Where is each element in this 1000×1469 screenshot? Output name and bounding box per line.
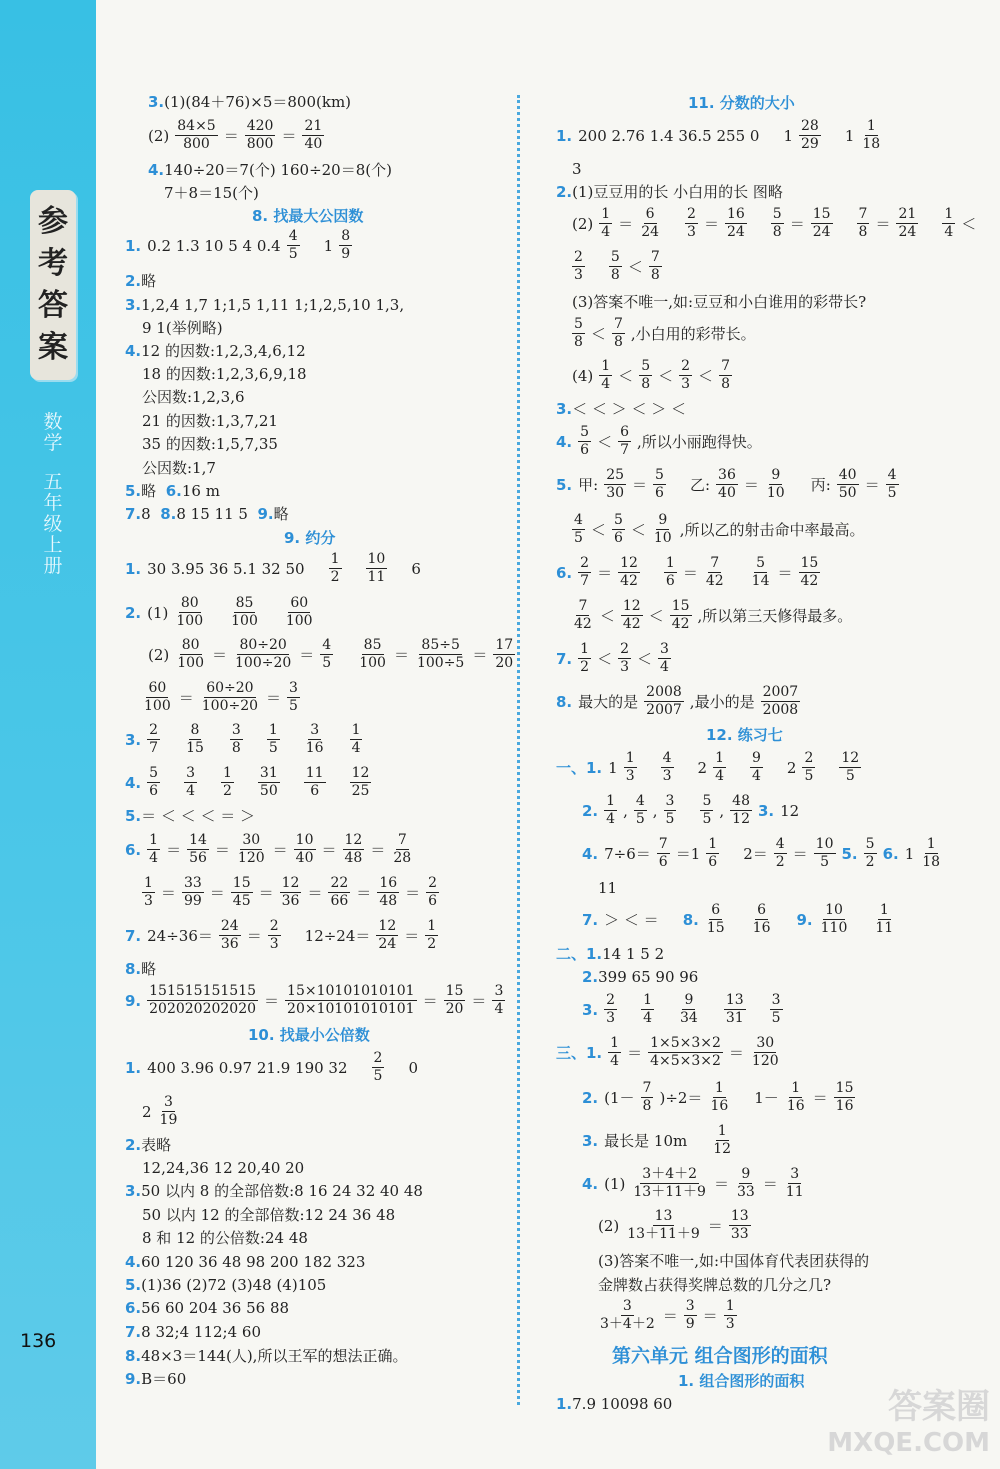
answer-line: 2. 1 4 , 4 5 , 3 5 5 5 , 48 12 3. 12 — [582, 793, 800, 827]
answer-line: 1. 30 3.95 36 5.1 32 50 1 2 10 11 6 — [125, 551, 421, 585]
section-heading: 11. 分数的大小 — [688, 94, 795, 112]
answer-line: 3.50 以内 8 的全部倍数:8 16 24 32 40 48 — [125, 1182, 423, 1200]
answer-line: 3 — [572, 160, 582, 178]
section-heading: 9. 约分 — [284, 529, 336, 547]
answer-line: 5. 甲: 25 30 ＝ 5 6 乙: 36 40 ＝ 9 10 丙: 40 50 ＝ 4 5 — [556, 467, 897, 501]
answer-line: 12,24,36 12 20,40 20 — [142, 1159, 305, 1177]
answer-line: (2) 1 4 ＝ 6 24 2 3 ＝ 16 24 5 8 ＝ 15 24 7 8 ＝ 21 24 1 4 ＜ — [572, 206, 977, 240]
watermark-logo: 答案圈 — [888, 1387, 990, 1427]
answer-line: 4.140÷20＝7(个) 160÷20＝8(个) — [148, 161, 392, 179]
answer-line: 3.＜ ＜ ＞ ＜ ＞ ＜ — [556, 400, 686, 418]
answer-line: 9 1(举例略) — [142, 319, 223, 337]
answer-line: 8.略 — [125, 960, 157, 978]
answer-line: 4.60 120 36 48 98 200 182 323 — [125, 1253, 366, 1271]
watermark-url: MXQE.COM — [827, 1428, 990, 1458]
answer-line: 7.8 8.8 15 11 5 9.略 — [125, 505, 289, 523]
answer-line: 1. 200 2.76 1.4 36.5 255 0 1 28 29 1 1 18 — [556, 118, 881, 152]
grade-label: 五年级上册 — [43, 471, 63, 577]
answer-line: (2) 84×5 800 ＝ 420 800 ＝ 21 40 — [148, 118, 323, 152]
watermark — [827, 1389, 990, 1461]
answer-line: 11 — [598, 879, 618, 897]
answer-line: 公因数:1,7 — [142, 459, 216, 477]
answer-line: 4.12 的因数:1,2,3,4,6,12 — [125, 342, 306, 360]
answer-line: 5 8 ＜ 7 8 ,小白用的彩带长。 — [574, 316, 756, 350]
answer-line: 60 100 ＝ 60÷20 100÷20 ＝ 3 5 — [144, 680, 298, 714]
answer-line: 3. 2 7 8 15 3 8 1 5 3 16 1 4 — [125, 722, 361, 756]
answer-line: 2 3 19 — [142, 1094, 178, 1128]
answer-line: 7. 24÷36＝ 24 36 ＝ 2 3 12÷24＝ 12 24 ＝ 1 2 — [125, 918, 437, 952]
answer-line: 金牌数占获得奖牌总数的几分之几? — [598, 1276, 832, 1294]
answer-line: 7. 1 2 ＜ 2 3 ＜ 3 4 — [556, 641, 669, 675]
answer-line: 7＋8＝15(个) — [164, 184, 259, 202]
tab-char: 参 — [38, 204, 68, 239]
page-number: 136 — [20, 1330, 57, 1352]
answer-line: 6. 1 4 ＝ 14 56 ＝ 30 120 ＝ 10 40 ＝ 12 48 ＝ 7 28 — [125, 832, 412, 866]
answer-line: 3 3＋4＋2 ＝ 3 9 ＝ 1 3 — [600, 1298, 735, 1332]
answer-line: 1. 0.2 1.3 10 5 4 0.4 4 5 1 8 9 — [125, 228, 351, 262]
answer-line: 2.(1)豆豆用的长 小白用的长 图略 — [556, 183, 783, 201]
column-divider — [517, 95, 520, 1405]
subject-label: 数学 — [43, 411, 63, 454]
answer-line: 1 3 ＝ 33 99 ＝ 15 45 ＝ 12 36 ＝ 22 66 ＝ 16 48 ＝ 2 6 — [144, 875, 438, 909]
answer-line: 35 的因数:1,5,7,35 — [142, 435, 278, 453]
section-heading: 8. 找最大公因数 — [252, 207, 364, 225]
answer-line: 3. 2 3 1 4 9 34 13 31 3 5 — [582, 992, 781, 1026]
answer-line: 2. (1) 80 100 85 100 60 100 — [125, 595, 313, 629]
answer-line: (3)答案不唯一,如:中国体育代表团获得的 — [598, 1252, 870, 1270]
answer-line: 3.(1)(84＋76)×5＝800(km) — [148, 93, 352, 111]
answer-line: 二、1.14 1 5 2 — [556, 945, 665, 963]
answer-line: 9.B＝60 — [125, 1370, 187, 1388]
answer-line: 4. 5 6 ＜ 6 7 ,所以小丽跑得快。 — [556, 424, 762, 458]
answer-key-tab — [30, 190, 76, 380]
answer-line: 3.1,2,4 1,7 1;1,5 1,11 1;1,2,5,10 1,3, — [125, 296, 405, 314]
answer-line: 6.56 60 204 36 56 88 — [125, 1299, 290, 1317]
answer-line: 5.(1)36 (2)72 (3)48 (4)105 — [125, 1276, 327, 1294]
answer-line: 3. 最长是 10m 1 12 — [582, 1123, 732, 1157]
answer-line: 5.略 6.16 m — [125, 482, 220, 500]
answer-line: 一、1. 1 1 3 4 3 2 1 4 9 4 2 2 5 12 5 — [556, 750, 860, 784]
answer-line: 4 5 ＜ 5 6 ＜ 9 10 ,所以乙的射击命中率最高。 — [574, 512, 865, 546]
tab-char: 答 — [38, 288, 68, 323]
answer-line: 1.7.9 10098 60 — [556, 1395, 673, 1413]
answer-line: 公因数:1,2,3,6 — [142, 388, 245, 406]
answer-line: 三、1. 1 4 ＝ 1×5×3×2 4×5×3×2 ＝ 30 120 — [556, 1035, 779, 1069]
answer-line: (3)答案不唯一,如:豆豆和小白谁用的彩带长? — [572, 293, 867, 311]
answer-line: 4. 5 6 3 4 1 2 31 50 11 6 12 25 — [125, 765, 370, 799]
answer-line: 7.8 32;4 112;4 60 — [125, 1323, 261, 1341]
tab-char: 考 — [38, 246, 68, 281]
unit-title: 第六单元 组合图形的面积 — [612, 1345, 828, 1367]
answer-line: 7. ＞ ＜ ＝ 8. 6 15 6 16 9. 10 110 1 11 — [582, 902, 894, 936]
answer-line: 2.399 65 90 96 — [582, 968, 699, 986]
answer-line: 4. (1) 3＋4＋2 13＋11＋9 ＝ 9 33 ＝ 3 11 — [582, 1166, 804, 1200]
answer-line: (4) 1 4 ＜ 5 8 ＜ 2 3 ＜ 7 8 — [572, 358, 730, 392]
answer-line: 1. 400 3.96 0.97 21.9 190 32 2 5 0 — [125, 1050, 418, 1084]
answer-line: 2.略 — [125, 272, 157, 290]
sidebar — [0, 0, 96, 1469]
answer-line: 4. 7÷6＝ 7 6 ＝1 1 6 2＝ 4 2 ＝ 10 5 5. 5 2 6. 1 1 18 — [582, 836, 941, 870]
answer-line: 5.＝ ＜ ＜ ＜ ＝ ＞ — [125, 807, 255, 825]
answer-line: 2. (1－ 7 8 )÷2＝ 1 16 1－ 1 16 ＝ 15 16 — [582, 1080, 854, 1114]
section-heading: 1. 组合图形的面积 — [678, 1372, 805, 1390]
answer-line: 50 以内 12 的全部倍数:12 24 36 48 — [142, 1206, 396, 1224]
answer-line: (2) 80 100 ＝ 80÷20 100÷20 ＝ 4 5 85 100 ＝ 85÷5 100÷5 ＝ 17 20 — [148, 637, 514, 671]
answer-line: 2.表略 — [125, 1136, 172, 1154]
answer-line: 21 的因数:1,3,7,21 — [142, 412, 278, 430]
answer-line: 2 3 5 8 ＜ 7 8 — [574, 249, 660, 283]
answer-line: 6. 2 7 ＝ 12 42 1 6 ＝ 7 42 5 14 ＝ 15 42 — [556, 555, 819, 589]
answer-line: 7 42 ＜ 12 42 ＜ 15 42 ,所以第三天修得最多。 — [574, 598, 853, 632]
answer-line: 8 和 12 的公倍数:24 48 — [142, 1229, 308, 1247]
answer-line: 8.48×3＝144(人),所以王军的想法正确。 — [125, 1347, 408, 1365]
answer-line: 9. 151515151515 202020202020 ＝ 15×10101010101 20×10101010101 ＝ 15 20 ＝ 3 4 — [125, 983, 504, 1017]
answer-line: 8. 最大的是 2008 2007 ,最小的是 2007 2008 — [556, 684, 799, 718]
section-heading: 12. 练习七 — [706, 726, 783, 744]
sidebar-subject — [38, 412, 68, 577]
answer-line: 18 的因数:1,2,3,6,9,18 — [142, 365, 307, 383]
section-heading: 10. 找最小公倍数 — [248, 1026, 370, 1044]
answer-line: (2) 13 13＋11＋9 ＝ 13 33 — [598, 1208, 749, 1242]
tab-char: 案 — [38, 330, 68, 365]
